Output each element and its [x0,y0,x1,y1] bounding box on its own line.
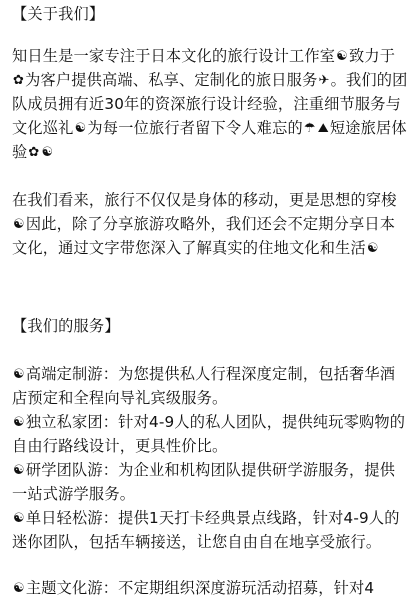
paragraph-text: 短途旅居体验 [12,119,407,161]
about-paragraph-2 [12,188,408,260]
services-heading: 【我们的服务】 [12,317,120,335]
paragraph-text: 在我们看来，旅行不仅仅是身体的移动，更是思想的穿梭 [12,191,397,209]
services-list [12,362,408,554]
paragraph-text: 为客户提供高端、私享、定制化的旅日服务 [25,71,318,89]
yin-yang-icon: ☯ [13,367,25,382]
services-list-item [12,506,408,554]
paragraph-text: 知日生是一家专注于日本文化的旅行设计工作室 [12,47,336,65]
service-description: 独立私家团：针对4-9人的私人团队，提供纯玩零购物的自由行路线设计，更具性价比。 [12,413,406,455]
yin-yang-icon: ☯ [13,463,25,478]
about-paragraph-1 [12,44,408,164]
service-description: 高端定制游：为您提供私人行程深度定制，包括奢华酒店预定和全程向导礼宾级服务。 [12,365,396,407]
yin-yang-icon: ☯ [13,581,25,596]
services-item-cut: ☯主题文化游：不定期组织深度游玩活动招募，针对4 [13,579,375,597]
emoji-icon: ☯ [13,217,25,232]
emoji-icon: ☂ [303,121,316,136]
services-list-item [12,362,408,410]
emoji-icon: ✿ [13,73,25,88]
paragraph-text: 为每一位旅行者留下令人难忘的 [87,119,303,137]
emoji-icon: ☯ [74,121,87,136]
emoji-icon: ✈ [318,73,330,88]
services-list-item [12,410,408,458]
emoji-icon: ☯ [336,49,348,64]
emoji-icon: ☯ [366,241,379,256]
service-description: 单日轻松游：提供1天打卡经典景点线路，针对4-9人的迷你团队，包括车辆接送，让您自由自在地享受旅行。 [12,509,400,551]
emoji-icon: ☯ [41,145,54,160]
emoji-icon: ⛰ [317,121,329,136]
yin-yang-icon: ☯ [13,511,25,526]
service-description: 研学团队游：为企业和机构团队提供研学游服务，提供一站式游学服务。 [12,461,396,503]
paragraph-text: 致力于 [349,47,396,65]
services-list-item [12,458,408,506]
paragraph-text: 因此，除了分享旅游攻略外，我们还会不定期分享日本文化，通过文字带您深入了解真实的住地文化和生活 [12,215,396,257]
yin-yang-icon: ☯ [13,415,25,430]
about-heading: 【关于我们】 [12,5,105,23]
emoji-icon: ✿ [28,145,40,160]
paragraph-text: 。我们的团队成员拥有近30年的资深旅行设计经验，注重细节服务与文化巡礼 [12,71,408,137]
